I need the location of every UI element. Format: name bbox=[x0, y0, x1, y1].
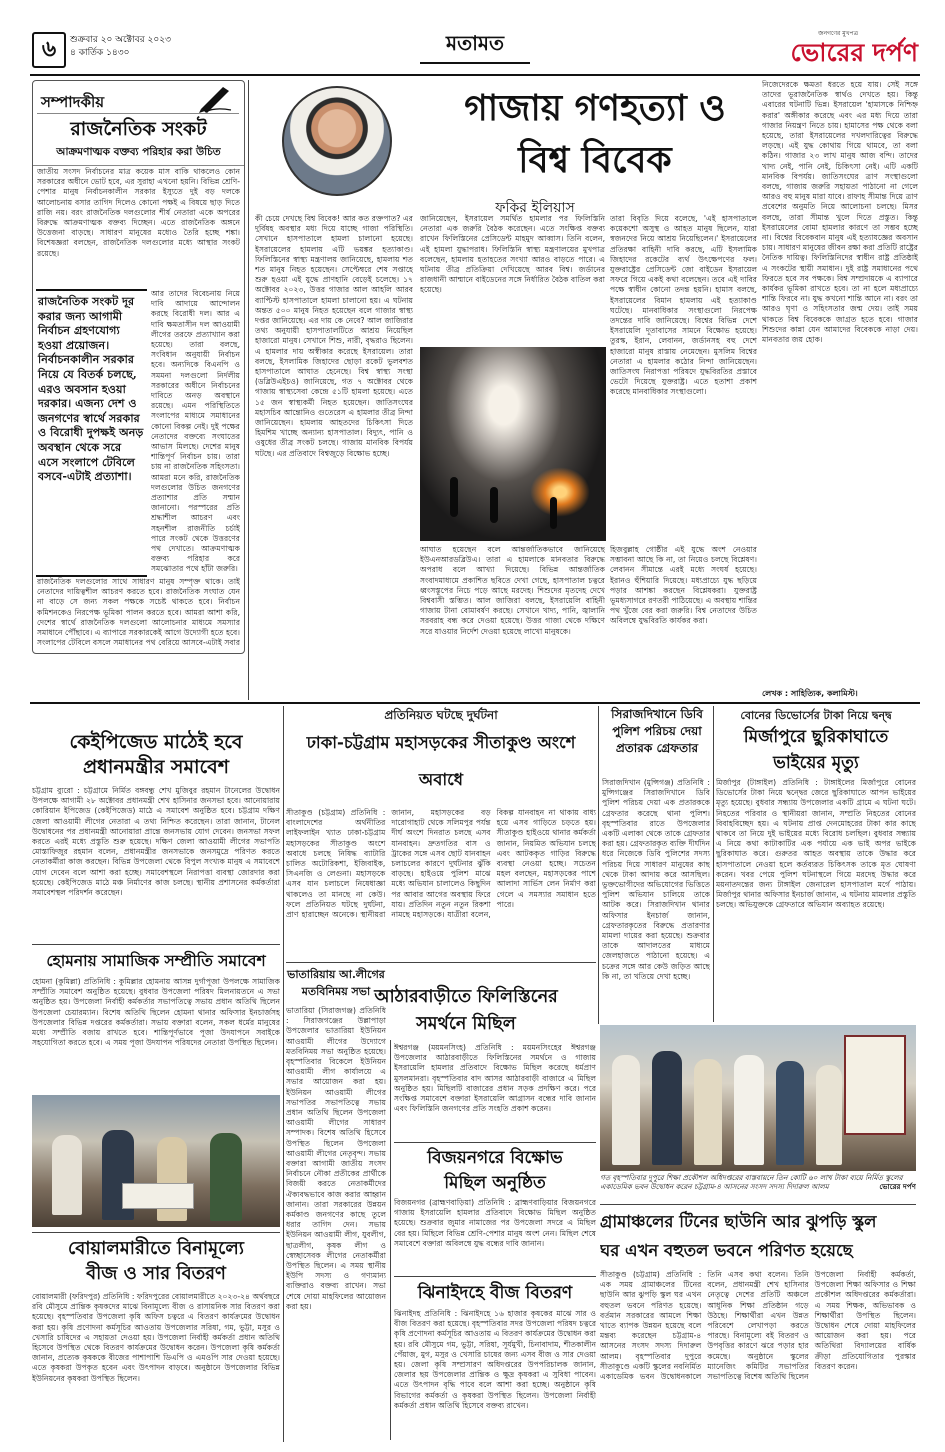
section-title-box bbox=[420, 28, 530, 64]
bijoynagar-headline-line-2: মিছিল অনুষ্ঠিত bbox=[444, 1173, 546, 1193]
schools-headline-line-1: গ্রামাঞ্চলের টিনের ছাউনি আর ঝুপড়ি স্কুল bbox=[600, 1212, 877, 1231]
boalmari-headline bbox=[32, 1236, 280, 1288]
bhatariya-body: ভাতারিয়া (সিরাজগঞ্জ) প্রতিনিধি : সিরাজগঞ্জের উল্লাপাড়া উপজেলার ভাতারিয়া ইউনিয়ন আওয়ামী লীগের উদ্যোগে মতবিনিময় সভা অনুষ্ঠিত হয়েছে। বৃহস্পতিবার বিকেলে ইউনিয়ন আওয়ামী লীগ কার্যালয়ে এ সভার আয়োজন করা হয়। ইউনিয়ন আওয়ামী লীগের সভাপতির সভাপতিত্বে সভায় প্রধান অতিথি ছিলেন উপজেলা আওয়ামী লীগের সাধারণ সম্পাদক। বিশেষ অতিথি হিসেবে উপস্থিত ছিলেন উপজেলা আওয়ামী লীগের নেতৃবৃন্দ। সভায় বক্তারা আগামী জাতীয় সংসদ নির্বাচনে নৌকা প্রতীকের প্রার্থীকে বিজয়ী করতে নেতাকর্মীদের ঐক্যবদ্ধভাবে কাজ করার আহ্বান জানান। তারা সরকারের উন্নয়ন কর্মকাণ্ড জনগণের কাছে তুলে ধরার তাগিদ দেন। সভায় ইউনিয়ন আওয়ামী লীগ, যুবলীগ, ছাত্রলীগ, কৃষক লীগ ও স্বেচ্ছাসেবক লীগের নেতাকর্মীরা উপস্থিত ছিলেন। এ সময় স্থানীয় ইউপি সদস্য ও গণ্যমান্য ব্যক্তিরাও বক্তব্য রাখেন। সভা শেষে দোয়া মাহফিলের আয়োজন করা হয়। bbox=[286, 1006, 386, 1311]
school-photo-caption bbox=[600, 1173, 916, 1201]
editorial-body-side: আর তাদের বিবেচনায় নিয়ে দাবি আদায়ে আন্দোলন করছে বিরোধী দল। আর এ দাবি ক্ষমতাসীন দল আওয়ামী লীগের তরফে প্রত্যাখ্যান করা হয়েছে। তারা বলছে, সংবিধান অনুযায়ী নির্বাচন হবে। অন্যদিকে বিএনপি ও সমমনা দলগুলো নির্দলীয় সরকারের অধীনে নির্বাচনের দাবিতে অনড় অবস্থানে রয়েছে। এমন পরিস্থিতিতে সংলাপের মাধ্যমে সমাধানের কোনো বিকল্প নেই। দুই পক্ষের নেতাদের বক্তব্যে সংঘাতের আভাস মিলছে। দেশের মানুষ শান্তিপূর্ণ নির্বাচন চায়। তারা চায় না রাজনৈতিক সহিংসতা। আমরা মনে করি, রাজনৈতিক দলগুলোর উচিত জনগণের প্রত্যাশার প্রতি সম্মান জানানো। পরস্পরের প্রতি শ্রদ্ধাশীল আচরণ এবং সহনশীল রাজনীতি চর্চাই পারে সংকট থেকে উত্তরণের পথ দেখাতে। আক্রমণাত্মক বক্তব্য পরিহার করে সমঝোতার পথে হাঁটা জরুরি। bbox=[151, 289, 240, 573]
main-article-title bbox=[420, 82, 770, 194]
page-header bbox=[30, 28, 920, 74]
main-title-line-2: বিশ্ব বিবেক bbox=[518, 139, 672, 181]
editorial-box bbox=[32, 80, 245, 654]
atharobari-headline-line-2: সমর্থনে মিছিল bbox=[416, 1014, 516, 1034]
homna-body: হোমনা (কুমিল্লা) প্রতিনিধি : কুমিল্লার হোমনায় আসন্ন দুর্গাপূজা উপলক্ষে সামাজিক সম্প্রীতি সমাবেশ অনুষ্ঠিত হয়েছে। বুধবার উপজেলা পরিষদ মিলনায়তনে এ সভা অনুষ্ঠিত হয়। উপজেলা নির্বাহী কর্মকর্তার সভাপতিত্বে সভায় প্রধান অতিথি ছিলেন উপজেলা চেয়ারম্যান। বিশেষ অতিথি ছিলেন হোমনা থানার অফিসার ইনচার্জসহ উপজেলার বিভিন্ন দপ্তরের কর্মকর্তারা। সভায় বক্তারা বলেন, সকল ধর্মের মানুষের মধ্যে সম্প্রীতি বজায় রাখতে হবে। শান্তিপূর্ণভাবে পূজা উদযাপনে সবাইকে সহযোগিতা করতে হবে। এ সময় পূজা উদযাপন পরিষদের নেতারা উপস্থিত ছিলেন। bbox=[32, 977, 280, 1048]
author-photo bbox=[282, 86, 392, 196]
pullquote-text: রাজনৈতিক সংকট দূর করার জন্য আগামী নির্বাচন গ্রহণযোগ্য হওয়া প্রয়োজন। নির্বাচনকালীন সরকার নিয়ে যে বিতর্ক চলছে, এরও অবসান হওয়া দরকার। এজন্য দেশ ও জনগণের স্বার্থে সরকার ও বিরোধী দুপক্ষই অনড় অবস্থান থেকে সরে এসে সংলাপে টেবিলে বসবে-এটাই প্রত্যাশা। bbox=[38, 294, 144, 484]
editorial-body-top: জাতীয় সংসদ নির্বাচনের মাত্র কয়েক মাস বাকি থাকলেও কোন সরকারের অধীনে ভোট হবে, এর সুরাহা এখনো হয়নি। বিভিন্ন শ্রেণি-পেশার মানুষ নির্বাচনকালীন সরকার ইস্যুতে দুই বড় দলকে আলোচনায় বসার তাগিদ দিলেও কোনো পক্ষই এ বিষয়ে ছাড় দিতে রাজি নয়। বরং রাজনৈতিক দলগুলোর শীর্ষ নেতারা একে অপরের বিরুদ্ধে আক্রমণাত্মক বক্তব্য দিচ্ছেন। এতে রাজনৈতিক অঙ্গনে উত্তেজনা বাড়ছে। সাধারণ মানুষের মধ্যেও তৈরি হচ্ছে শঙ্কা। বিশেষজ্ঞরা বলছেন, রাজনৈতিক দলগুলোর মধ্যে আস্থার সংকট রয়েছে। bbox=[37, 167, 240, 258]
kepz-headline bbox=[32, 730, 280, 782]
bhatariya-headline: ভাতারিয়ায় আ.লীগের মতবিনিময় সভা bbox=[287, 968, 385, 998]
main-article-author-note: লেখক : সাহিত্যিক, কলামিস্ট। bbox=[762, 689, 858, 698]
sitakunda-kicker: প্রতিনিয়ত ঘটছে দুর্ঘটনা bbox=[384, 708, 498, 722]
main-article-col-3-bottom: হিজবুল্লাহ গোষ্ঠীর এই যুদ্ধে অংশ নেওয়ার সম্ভাবনা আছে কি না, তা নিয়েও চলছে বিশ্লেষণ। লেবানন সীমান্তে এরই মধ্যে সংঘর্ষ হয়েছে। ইরানও হুঁশিয়ারি দিয়েছে। মধ্যপ্রাচ্যে যুদ্ধ ছড়িয়ে পড়ার আশঙ্কা করছেন বিশ্লেষকরা। যুক্তরাষ্ট্র ভূমধ্যসাগরে রণতরী পাঠিয়েছে। এ অবস্থায় শান্তির পথ খুঁজে বের করা জরুরি। বিশ্ব নেতাদের উচিত অবিলম্বে যুদ্ধবিরতি কার্যকর করা। bbox=[610, 545, 757, 626]
kepz-headline-line-2: প্রধানমন্ত্রীর সমাবেশ bbox=[83, 756, 229, 778]
editorial-label-box bbox=[37, 85, 239, 114]
main-article-col-1: কী চেয়ে দেখছে বিশ্ব বিবেক! আর কত রক্তপাত? এর দুর্বিষহ অবস্থার মধ্য দিয়ে যাচ্ছে গাজা পরিস্থিতি। সেখানে হাসপাতালে হামলা চালানো হয়েছে। ইসরায়েলের হামলায় এটি ভয়ঙ্কর হত্যাকাণ্ড। ফিলিস্তিনের স্বাস্থ্য মন্ত্রণালয় জানিয়েছে, হামলায় শত শত মানুষ নিহত হয়েছেন। সেপ্টেম্বরে শেষ সপ্তাহে শুরু হওয়া এই যুদ্ধে প্রাণহানি বেড়েই চলেছে। ১৭ অক্টোবর ২০২৩, উত্তর গাজার আল আহলি আরব ব্যাপ্টিস্ট হাসপাতালে হামলা চালানো হয়। এ ঘটনায় অন্তত ৫০০ মানুষ নিহত হয়েছেন বলে গাজার স্বাস্থ্য দপ্তর জানিয়েছে। এর দায় কে নেবে? আল জাজিরার তথ্য অনুযায়ী হাসপাতালটিতে আশ্রয় নিয়েছিল হাজারো মানুষ। সেখানে শিশু, নারী, বৃদ্ধরাও ছিলেন। এ হামলার দায় অস্বীকার করেছে ইসরায়েল। তারা বলছে, ইসলামিক জিহাদের ছোড়া রকেট ভুলবশত হাসপাতালে আঘাত হেনেছে। বিশ্ব স্বাস্থ্য সংস্থা (ডব্লিউএইচও) জানিয়েছে, গত ৭ অক্টোবর থেকে গাজায় স্বাস্থ্যসেবা কেন্দ্রে ৫১টি হামলা হয়েছে। এতে ১৫ জন স্বাস্থ্যকর্মী নিহত হয়েছেন। জাতিসংঘের মহাসচিব আন্তোনিও গুতেরেস এ হামলার তীব্র নিন্দা জানিয়েছেন। হামলায় আহতদের চিকিৎসা দিতে হিমশিম খাচ্ছে অন্যান্য হাসপাতাল। বিদ্যুৎ, পানি ও ওষুধের তীব্র সংকট চলছে। গাজায় মানবিক বিপর্যয় ঘটছে। এর প্রতিবাদে বিশ্বজুড়ে বিক্ষোভ হচ্ছে। bbox=[255, 214, 413, 458]
page-number-box bbox=[32, 32, 66, 68]
logo-text: ভোরের দর্পণ bbox=[790, 38, 918, 67]
homna-event-photo bbox=[32, 1095, 280, 1227]
schools-headline-line-2: ঘর এখন বহুতল ভবনে পরিণত হয়েছে bbox=[600, 1241, 853, 1260]
sitakunda-headline-line-1: ঢাকা-চট্টগ্রাম মহাসড়কের সীতাকুণ্ড অংশে অবাধে bbox=[306, 733, 576, 789]
left-col-divider bbox=[283, 706, 284, 1442]
header-rule bbox=[30, 74, 920, 76]
boalmari-headline-line-2: বীজ ও সার বিতরণ bbox=[86, 1263, 226, 1284]
rule-kepz-homna bbox=[32, 944, 280, 945]
logo-tagline: জনগণের মুখপত্র bbox=[818, 30, 858, 37]
rule-atharobari bbox=[394, 1142, 596, 1143]
page-number: ৬ bbox=[41, 35, 57, 62]
rule-bijoynagar bbox=[394, 1276, 596, 1277]
sirajdikhan-body: সিরাজদিখান (মুন্সিগঞ্জ) প্রতিনিধি : মুন্সিগঞ্জের সিরাজদিখানে ডিবি পুলিশ পরিচয় দেয়া এক প্রতারককে গ্রেফতার করেছে থানা পুলিশ। বৃহস্পতিবার রাতে উপজেলার একটি এলাকা থেকে তাকে গ্রেফতার করা হয়। গ্রেফতারকৃত ব্যক্তি দীর্ঘদিন ধরে নিজেকে ডিবি পুলিশের সদস্য পরিচয় দিয়ে সাধারণ মানুষের কাছ থেকে টাকা আদায় করে আসছিল। ভুক্তভোগীদের অভিযোগের ভিত্তিতে পুলিশ অভিযান চালিয়ে তাকে আটক করে। সিরাজদিখান থানার অফিসার ইনচার্জ জানান, গ্রেফতারকৃতের বিরুদ্ধে প্রতারণার মামলা দায়ের করা হয়েছে। শুক্রবার তাকে আদালতের মাধ্যমে জেলহাজতে পাঠানো হয়েছে। এ চক্রের সঙ্গে আর কেউ জড়িত আছে কি না, তা খতিয়ে দেখা হচ্ছে। bbox=[602, 778, 710, 981]
kepz-headline-line-1: কেইপিজেড মাঠেই হবে bbox=[69, 731, 243, 753]
sirajdikhan-headline: সিরাজদিখানে ডিবি পুলিশ পরিচয় দেয়া প্রতারক গ্রেফতার bbox=[611, 707, 703, 755]
pen-icon bbox=[197, 83, 233, 113]
mirzapur-kicker: বোনের ডিভোর্সের টাকা নিয়ে দ্বন্দ্ব bbox=[740, 709, 892, 722]
date-block bbox=[70, 34, 270, 60]
bijoynagar-headline bbox=[394, 1146, 596, 1196]
atharobari-headline-line-1: আঠারবাড়ীতে ফিলিস্তিনের bbox=[374, 987, 558, 1007]
editorial-title: রাজনৈতিক সংকট bbox=[70, 118, 207, 140]
editorial-subtitle: আক্রমণাত্মক বক্তব্য পরিহার করা উচিত bbox=[33, 145, 244, 166]
school-inauguration-photo bbox=[600, 1025, 916, 1171]
bhatariya-divider bbox=[390, 1040, 391, 1440]
kepz-body: চট্টগ্রাম ব্যুরো : চট্টগ্রামে নির্মিত বঙ্গবন্ধু শেখ মুজিবুর রহমান টানেলের উদ্বোধন উপলক্ষে আগামী ২৮ অক্টোবর প্রধানমন্ত্রী শেখ হাসিনার জনসভা হবে। আনোয়ারায় কোরিয়ান ইপিজেড (কেইপিজেড) মাঠে এ সমাবেশ অনুষ্ঠিত হবে। চট্টগ্রাম দক্ষিণ জেলা আওয়ামী লীগের নেতারা এ তথ্য নিশ্চিত করেছেন। তারা জানান, টানেল উদ্বোধনের পর প্রধানমন্ত্রী আনোয়ারা প্রান্তে জনসভায় যোগ দেবেন। জনসভা সফল করতে এরই মধ্যে প্রস্তুতি শুরু হয়েছে। দক্ষিণ জেলা আওয়ামী লীগের সভাপতি মোস্তাফিজুর রহমান বলেন, প্রধানমন্ত্রীর জনসভাকে জনসমুদ্রে পরিণত করতে নেতাকর্মীরা কাজ করছেন। বিভিন্ন উপজেলা থেকে বিপুল সংখ্যক মানুষ এ সমাবেশে যোগ দেবেন বলে আশা করা হচ্ছে। সমাবেশস্থলে নিরাপত্তা ব্যবস্থা জোরদার করা হয়েছে। কেইপিজেড মাঠে মঞ্চ নির্মাণের কাজ চলছে। স্থানীয় প্রশাসনের কর্মকর্তারা সমাবেশস্থল পরিদর্শন করেছেন। bbox=[32, 786, 280, 898]
editorial-divider bbox=[248, 80, 249, 700]
main-article-col-3-top: তারা বিবৃতি দিয়ে বলেছে, 'এই হাসপাতালে কয়েকশো অসুস্থ ও আহত মানুষ ছিলেন, যারা স্বজনদের নিয়ে আশ্রয় নিয়েছিলেন।' ইসরায়েলের প্রতিরক্ষা বাহিনী দাবি করছে, এটি ইসলামিক জিহাদের রকেটের ব্যর্থ উৎক্ষেপণের ফল। যুক্তরাষ্ট্রের প্রেসিডেন্ট জো বাইডেন ইসরায়েল সফরে গিয়ে একই কথা বলেছেন। তবে এই দাবির পক্ষে স্বাধীন কোনো তদন্ত হয়নি। হামাস বলছে, ইসরায়েলের বিমান হামলায় এই হত্যাকাণ্ড ঘটেছে। মানবাধিকার সংস্থাগুলো নিরপেক্ষ তদন্তের দাবি জানিয়েছে। বিশ্বের বিভিন্ন দেশে ইসরায়েলি দূতাবাসের সামনে বিক্ষোভ হয়েছে। তুরস্ক, ইরান, লেবানন, জর্ডানসহ বহু দেশে হাজারো মানুষ রাস্তায় নেমেছেন। মুসলিম বিশ্বের নেতারা এ হামলার কঠোর নিন্দা জানিয়েছেন। জাতিসংঘ নিরাপত্তা পরিষদে যুদ্ধবিরতির প্রস্তাবে ভেটো দিয়েছে যুক্তরাষ্ট্র। এতে হতাশা প্রকাশ করেছে মানবাধিকার সংস্থাগুলো। bbox=[610, 214, 757, 397]
sitakunda-headline bbox=[286, 724, 596, 804]
main-article-col-2-top: জানিয়েছেন, ইসরায়েল সমর্থিত হামলার পর ফিলিস্তিনি নেতারা এক জরুরি বৈঠক করেছেন। এতে সংক্ষিপ্ত বক্তব্য রাখেন ফিলিস্তিনের প্রেসিডেন্ট মাহমুদ আব্বাস। তিনি বলেন, এই হামলা যুদ্ধাপরাধ। ফিলিস্তিনি স্বাস্থ্য মন্ত্রণালয়ের মুখপাত্র বলেছেন, হামলায় হতাহতের সংখ্যা আরও বাড়তে পারে। এ ঘটনায় তীব্র প্রতিক্রিয়া দেখিয়েছে আরব বিশ্ব। জর্ডানের রাজধানী আম্মানে বাইডেনের সঙ্গে নির্ধারিত বৈঠক বাতিল করা হয়েছে। bbox=[420, 214, 605, 295]
school-photo-credit: ভোরের দর্পণ bbox=[879, 1182, 916, 1192]
mirzapur-headline: মির্জাপুরে ছুরিকাঘাতে ভাইয়ের মৃত্যু bbox=[743, 727, 889, 773]
rule-schools bbox=[600, 1204, 916, 1205]
bijoynagar-body: বিজয়নগর (ব্রাহ্মণবাড়িয়া) প্রতিনিধি : ব্রাহ্মণবাড়িয়ার বিজয়নগরে গাজায় ইসরায়েলি হামলার প্রতিবাদে বিক্ষোভ মিছিল অনুষ্ঠিত হয়েছে। শুক্রবার জুমার নামাজের পর উপজেলা সদরে এ মিছিল বের হয়। মিছিলে বিভিন্ন শ্রেণি-পেশার মানুষ অংশ নেন। মিছিল শেষে সমাবেশে বক্তারা অবিলম্বে যুদ্ধ বন্ধের দাবি জানান। bbox=[394, 1198, 596, 1248]
schools-headline bbox=[600, 1207, 916, 1267]
sitakunda-body: সীতাকুণ্ড (চট্টগ্রাম) প্রতিনিধি : বাংলাদেশের অর্থনীতির লাইফলাইন খ্যাত ঢাকা-চট্টগ্রাম মহাসড়কের সীতাকুণ্ড অংশে অবাধে চলছে নিষিদ্ধ ব্যাটারি চালিত অটোরিকশা, ইজিবাইক, সিএনজি ও লেগুনা। মহাসড়কে এসব যান চলাচলে নিষেধাজ্ঞা থাকলেও তা মানছে না কেউ। ফলে প্রতিনিয়ত ঘটছে দুর্ঘটনা, প্রাণ হারাচ্ছেন অনেকে। স্থানীয়রা জানান, মহাসড়কের বড় দারোগাহাট থেকে সলিমপুর পর্যন্ত দীর্ঘ অংশে দিনরাত চলছে এসব যানবাহন। দ্রুতগতির বাস ও ট্রাকের সঙ্গে এসব ছোট যানবাহন চলাচলের কারণে দুর্ঘটনার ঝুঁকি বাড়ছে। হাইওয়ে পুলিশ মাঝে মধ্যে অভিযান চালালেও কিছুদিন পর আবার আগের অবস্থায় ফিরে যায়। প্রতিদিন নতুন নতুন রিকশা নামছে মহাসড়কে। যাত্রীরা বলেন, বিকল্প যানবাহন না থাকায় বাধ্য হয়ে এসব গাড়িতে চড়তে হয়। সীতাকুণ্ড হাইওয়ে থানার কর্মকর্তা জানান, নিয়মিত অভিযান চলছে এবং আটককৃত গাড়ির বিরুদ্ধে ব্যবস্থা নেওয়া হচ্ছে। সচেতন মহল বলছেন, মহাসড়কের পাশে আলাদা সার্ভিস লেন নির্মাণ করা গেলে এ সমস্যার সমাধান হতে পারে। bbox=[286, 808, 596, 920]
boalmari-headline-line-1: বোয়ালমারীতে বিনামূল্যে bbox=[67, 1238, 245, 1259]
bijoynagar-headline-line-1: বিজয়নগরে বিক্ষোভ bbox=[427, 1148, 563, 1168]
date-line-bengali: ৪ কার্তিক ১৪৩০ bbox=[70, 48, 130, 58]
boalmari-body: বোয়ালমারী (ফরিদপুর) প্রতিনিধি : ফরিদপুরের বোয়ালমারীতে ২০২৩-২৪ অর্থবছরে রবি মৌসুমে প্রান্তিক কৃষকদের মাঝে বিনামূল্যে বীজ ও রাসায়নিক সার বিতরণ করা হয়েছে। বৃহস্পতিবার উপজেলা কৃষি অফিস চত্বরে এ বিতরণ কার্যক্রমের উদ্বোধন করা হয়। কৃষি প্রণোদনা কর্মসূচির আওতায় উপজেলার সরিষা, গম, ভুট্টা, মসুর ও খেসারি চাষিদের এ সহায়তা দেওয়া হয়। উপজেলা নির্বাহী কর্মকর্তা প্রধান অতিথি হিসেবে উপস্থিত থেকে বিতরণ কার্যক্রমের উদ্বোধন করেন। উপজেলা কৃষি কর্মকর্তা জানান, প্রত্যেক কৃষককে বীজের পাশাপাশি ডিএপি ও এমওপি সার দেওয়া হয়েছে। এতে কৃষকরা উপকৃত হবেন এবং উৎপাদন বাড়বে। অনুষ্ঠানে উপজেলার বিভিন্ন ইউনিয়নের কৃষকরা উপস্থিত ছিলেন। bbox=[32, 1292, 280, 1383]
sitakunda-headline-line-2 bbox=[286, 798, 596, 804]
gaza-fire-photo bbox=[420, 347, 606, 541]
schools-body: সীতাকুণ্ড (চট্টগ্রাম) প্রতিনিধি : এক সময় গ্রামাঞ্চলের টিনের ছাউনি আর ঝুপড়ি স্কুল ঘর এখন বহুতল ভবনে পরিণত হয়েছে। বর্তমান সরকারের আমলে শিক্ষা খাতে ব্যাপক উন্নয়ন হয়েছে বলে মন্তব্য করেছেন চট্টগ্রাম-৪ আসনের সংসদ সদস্য দিদারুল আলম। বৃহস্পতিবার দুপুরে সীতাকুণ্ডে একটি স্কুলের নবনির্মিত একাডেমিক ভবন উদ্বোধনকালে তিনি এসব কথা বলেন। তিনি বলেন, প্রধানমন্ত্রী শেখ হাসিনার নেতৃত্বে দেশের প্রতিটি অঞ্চলে আধুনিক শিক্ষা প্রতিষ্ঠান গড়ে উঠছে। শিক্ষার্থীরা এখন উন্নত পরিবেশে লেখাপড়া করতে পারছে। বিনামূল্যে বই বিতরণ ও উপবৃত্তির কারণে ঝরে পড়ার হার কমেছে। অনুষ্ঠানে স্কুলের ম্যানেজিং কমিটির সভাপতির সভাপতিত্বে বিশেষ অতিথি ছিলেন উপজেলা নির্বাহী কর্মকর্তা, উপজেলা শিক্ষা অফিসার ও শিক্ষা প্রকৌশল অধিদপ্তরের কর্মকর্তারা। এ সময় শিক্ষক, অভিভাবক ও শিক্ষার্থীরা উপস্থিত ছিলেন। উদ্বোধন শেষে দোয়া মাহফিলের আয়োজন করা হয়। পরে অতিথিরা বিদ্যালয়ের বার্ষিক ক্রীড়া প্রতিযোগিতার পুরস্কার বিতরণ করেন। bbox=[600, 1270, 916, 1382]
date-line-gregorian: শুক্রবার ২০ অক্টোবর ২০২৩ bbox=[70, 35, 171, 45]
masthead-logo bbox=[738, 28, 918, 70]
atharobari-body: ঈশ্বরগঞ্জ (ময়মনসিংহ) প্রতিনিধি : ময়মনসিংহের ঈশ্বরগঞ্জ উপজেলার আঠারবাড়ীতে ফিলিস্তিনের সমর্থনে ও গাজায় ইসরায়েলি হামলার প্রতিবাদে বিক্ষোভ মিছিল করেছে ধর্মপ্রাণ মুসলমানরা। বৃহস্পতিবার বাদ আসর আঠারবাড়ী বাজারে এ মিছিল অনুষ্ঠিত হয়। মিছিলটি বাজারের প্রধান সড়ক প্রদক্ষিণ করে। পরে সংক্ষিপ্ত সমাবেশে বক্তারা ইসরায়েলি আগ্রাসন বন্ধের দাবি জানান এবং ফিলিস্তিনি জনগণের প্রতি সংহতি প্রকাশ করেন। bbox=[394, 1043, 596, 1114]
main-title-line-1: গাজায় গণহত্যা ও bbox=[464, 87, 726, 129]
editorial-body-bottom: রাজনৈতিক দলগুলোর সাথে সাধারণ মানুষ সম্পৃক্ত থাকে। তাই নেতাদের দায়িত্বশীল আচরণ করতে হবে। রাজনৈতিক সংঘাত যেন না বাড়ে সে জন্য সকল পক্ষকে সচেষ্ট থাকতে হবে। নির্বাচন কমিশনকেও নিরপেক্ষ ভূমিকা পালন করতে হবে। আমরা আশা করি, দেশের স্বার্থে রাজনৈতিক দলগুলো আলোচনার মাধ্যমে সমস্যার সমাধানে পৌঁছাবে। এ ব্যাপারে সরকারকেই আগে উদ্যোগী হতে হবে। সংলাপের টেবিলে বসলে সমাধানের পথ বেরিয়ে আসবে-এটাই সবার bbox=[37, 577, 240, 648]
mid-page-rule bbox=[30, 702, 920, 704]
main-article-col-2-bottom: আঘাত হয়েছেন বলে আন্তর্জাতিকভাবে জানিয়েছে ইউএনআরডব্লিউএ। তারা এ হামলাকে মানবতার বিরুদ্ধে অপরাধ বলে আখ্যা দিয়েছে। বিভিন্ন আন্তর্জাতিক সংবাদমাধ্যমে প্রকাশিত ছবিতে দেখা গেছে, হাসপাতাল চত্বরে ধ্বংসস্তূপের নিচে পড়ে আছে মরদেহ। শিশুদের মৃতদেহ দেখে বিশ্ববাসী স্তম্ভিত। আল জাজিরা বলছে, ইসরায়েলি বাহিনী গাজায় টানা বোমাবর্ষণ করছে। সেখানে খাদ্য, পানি, জ্বালানি সরবরাহ বন্ধ করে দেওয়া হয়েছে। উত্তর গাজা থেকে দক্ষিণে সরে যাওয়ার নির্দেশ দেওয়া হয়েছে লাখো মানুষকে। bbox=[420, 545, 605, 636]
main-article-author: ফকির ইলিয়াস bbox=[495, 200, 575, 216]
editorial-pullquote bbox=[36, 289, 147, 577]
editorial-label: সম্পাদকীয় bbox=[41, 93, 105, 111]
atharobari-headline bbox=[336, 984, 596, 1040]
school-photo-caption-text: গত বৃহস্পতিবার দুপুরে শিক্ষা প্রকৌশল অধিদপ্তরের বাস্তবায়নে তিন কোটি ৬০ লাখ টাকা ব্যয়ে নির্মিত স্কুলের একাডেমিক ভবন উদ্বোধন করেন চট্টগ্রাম-৪ আসনের সংসদ সদস্য দিদারুল আলম bbox=[600, 1173, 903, 1192]
rule-homna-boalmari bbox=[32, 1232, 280, 1233]
main-article-col-4: নিজেদেরকে ক্ষমতা ধরতে হয়ে যায়। সেই সঙ্গে তাদের ভূরাজনৈতিক স্বার্থও দেখতে হয়। কিন্তু এবারের ঘটনাটি ভিন্ন। ইসরায়েল 'হামাসকে নিশ্চিহ্ন করার' অঙ্গীকার করেছে এবং এর মধ্য দিয়ে তারা গাজার নিয়ন্ত্রণ নিতে চায়। হামাসের পক্ষ থেকে বলা হয়েছে, তারা ইসরায়েলের দখলদারিত্বের বিরুদ্ধে লড়ছে। এই যুদ্ধ কোথায় গিয়ে থামবে, তা বলা কঠিন। গাজার ২৩ লাখ মানুষ আজ বন্দি। তাদের খাদ্য নেই, পানি নেই, চিকিৎসা নেই। এটি একটি মানবিক বিপর্যয়। জাতিসংঘের ত্রাণ সংস্থাগুলো বলছে, গাজায় জরুরি সহায়তা পাঠানো না গেলে আরও বহু মানুষ মারা যাবে। রাফাহ সীমান্ত দিয়ে ত্রাণ প্রবেশের অনুমতি নিয়ে আলোচনা চলছে। মিসর বলছে, তারা সীমান্ত খুলে দিতে প্রস্তুত। কিন্তু ইসরায়েলের বোমা হামলার কারণে তা সম্ভব হচ্ছে না। বিশ্বের বিবেকবান মানুষ এই হত্যাযজ্ঞের অবসান চায়। সাধারণ মানুষের জীবন রক্ষা করা প্রতিটি রাষ্ট্রের নৈতিক দায়িত্ব। ফিলিস্তিনিদের স্বাধীন রাষ্ট্র প্রতিষ্ঠাই এ সংকটের স্থায়ী সমাধান। দুই রাষ্ট্র সমাধানের পথে ফিরতে হবে সব পক্ষকে। বিশ্ব সম্প্রদায়কে এ ব্যাপারে কার্যকর ভূমিকা রাখতে হবে। তা না হলে মধ্যপ্রাচ্যে শান্তি ফিরবে না। যুদ্ধ কখনো শান্তি আনে না। বরং তা আরও ঘৃণা ও সহিংসতার জন্ম দেয়। তাই সময় থাকতে বিশ্ব বিবেককে জাগ্রত হতে হবে। গাজার শিশুদের কান্না যেন আমাদের বিবেককে নাড়া দেয়। মানবতার জয় হোক। bbox=[762, 80, 918, 345]
homna-headline: হোমনায় সামাজিক সম্প্রীতি সমাবেশ bbox=[46, 951, 266, 970]
mirzapur-body: মির্জাপুর (টাঙ্গাইল) প্রতিনিধি : টাঙ্গাইলের মির্জাপুরে বোনের ডিভোর্সের টাকা নিয়ে দ্বন্দ্বের জেরে ছুরিকাঘাতে আপন ভাইয়ের মৃত্যু হয়েছে। বুধবার সন্ধ্যায় উপজেলার একটি গ্রামে এ ঘটনা ঘটে। নিহতের পরিবার ও স্থানীয়রা জানান, সম্প্রতি নিহতের বোনের বিবাহবিচ্ছেদ হয়। এ ঘটনায় প্রাপ্ত দেনমোহরের টাকা কার কাছে থাকবে তা নিয়ে দুই ভাইয়ের মধ্যে বিরোধ চলছিল। বুধবার সন্ধ্যায় এ নিয়ে কথা কাটাকাটির এক পর্যায়ে এক ভাই অপর ভাইকে ছুরিকাঘাত করে। গুরুতর আহত অবস্থায় তাকে উদ্ধার করে হাসপাতালে নেওয়া হলে কর্তব্যরত চিকিৎসক তাকে মৃত ঘোষণা করেন। খবর পেয়ে পুলিশ ঘটনাস্থলে গিয়ে মরদেহ উদ্ধার করে ময়নাতদন্তের জন্য টাঙ্গাইল জেনারেল হাসপাতাল মর্গে পাঠায়। মির্জাপুর থানার অফিসার ইনচার্জ জানান, এ ঘটনায় মামলার প্রস্তুতি চলছে। অভিযুক্তকে গ্রেফতারে অভিযান অব্যাহত রয়েছে। bbox=[716, 778, 916, 910]
jhenaidah-headline: ঝিনাইদহে বীজ বিতরণ bbox=[417, 1283, 573, 1303]
section-title: মতামত bbox=[445, 30, 505, 55]
jhenaidah-body: ঝিনাইদহ প্রতিনিধি : ঝিনাইদহে ১৬ হাজার কৃষকের মাঝে সার ও বীজ বিতরণ করা হয়েছে। বৃহস্পতিবার সদর উপজেলা পরিষদ চত্বরে কৃষি প্রণোদনা কর্মসূচির আওতায় এ বিতরণ কার্যক্রমের উদ্বোধন করা হয়। রবি মৌসুমে গম, ভুট্টা, সরিষা, সূর্যমুখী, চিনাবাদাম, শীতকালীন পেঁয়াজ, মুগ, মসুর ও খেসারি চাষের জন্য এসব বীজ ও সার দেওয়া হয়। জেলা কৃষি সম্প্রসারণ অধিদপ্তরের উপপরিচালক জানান, জেলার ছয় উপজেলার প্রান্তিক ও ক্ষুদ্র কৃষকরা এ সুবিধা পাবেন। এতে উৎপাদন বৃদ্ধি পাবে বলে আশা করা হচ্ছে। অনুষ্ঠানে কৃষি বিভাগের কর্মকর্তা ও কৃষকরা উপস্থিত ছিলেন। উপজেলা নির্বাহী কর্মকর্তা প্রধান অতিথি হিসেবে বক্তব্য রাখেন। bbox=[394, 1309, 596, 1410]
middle-col-divider bbox=[598, 706, 599, 1024]
sirajdikhan-divider bbox=[713, 706, 714, 1022]
rule-sitakunda bbox=[286, 962, 596, 963]
